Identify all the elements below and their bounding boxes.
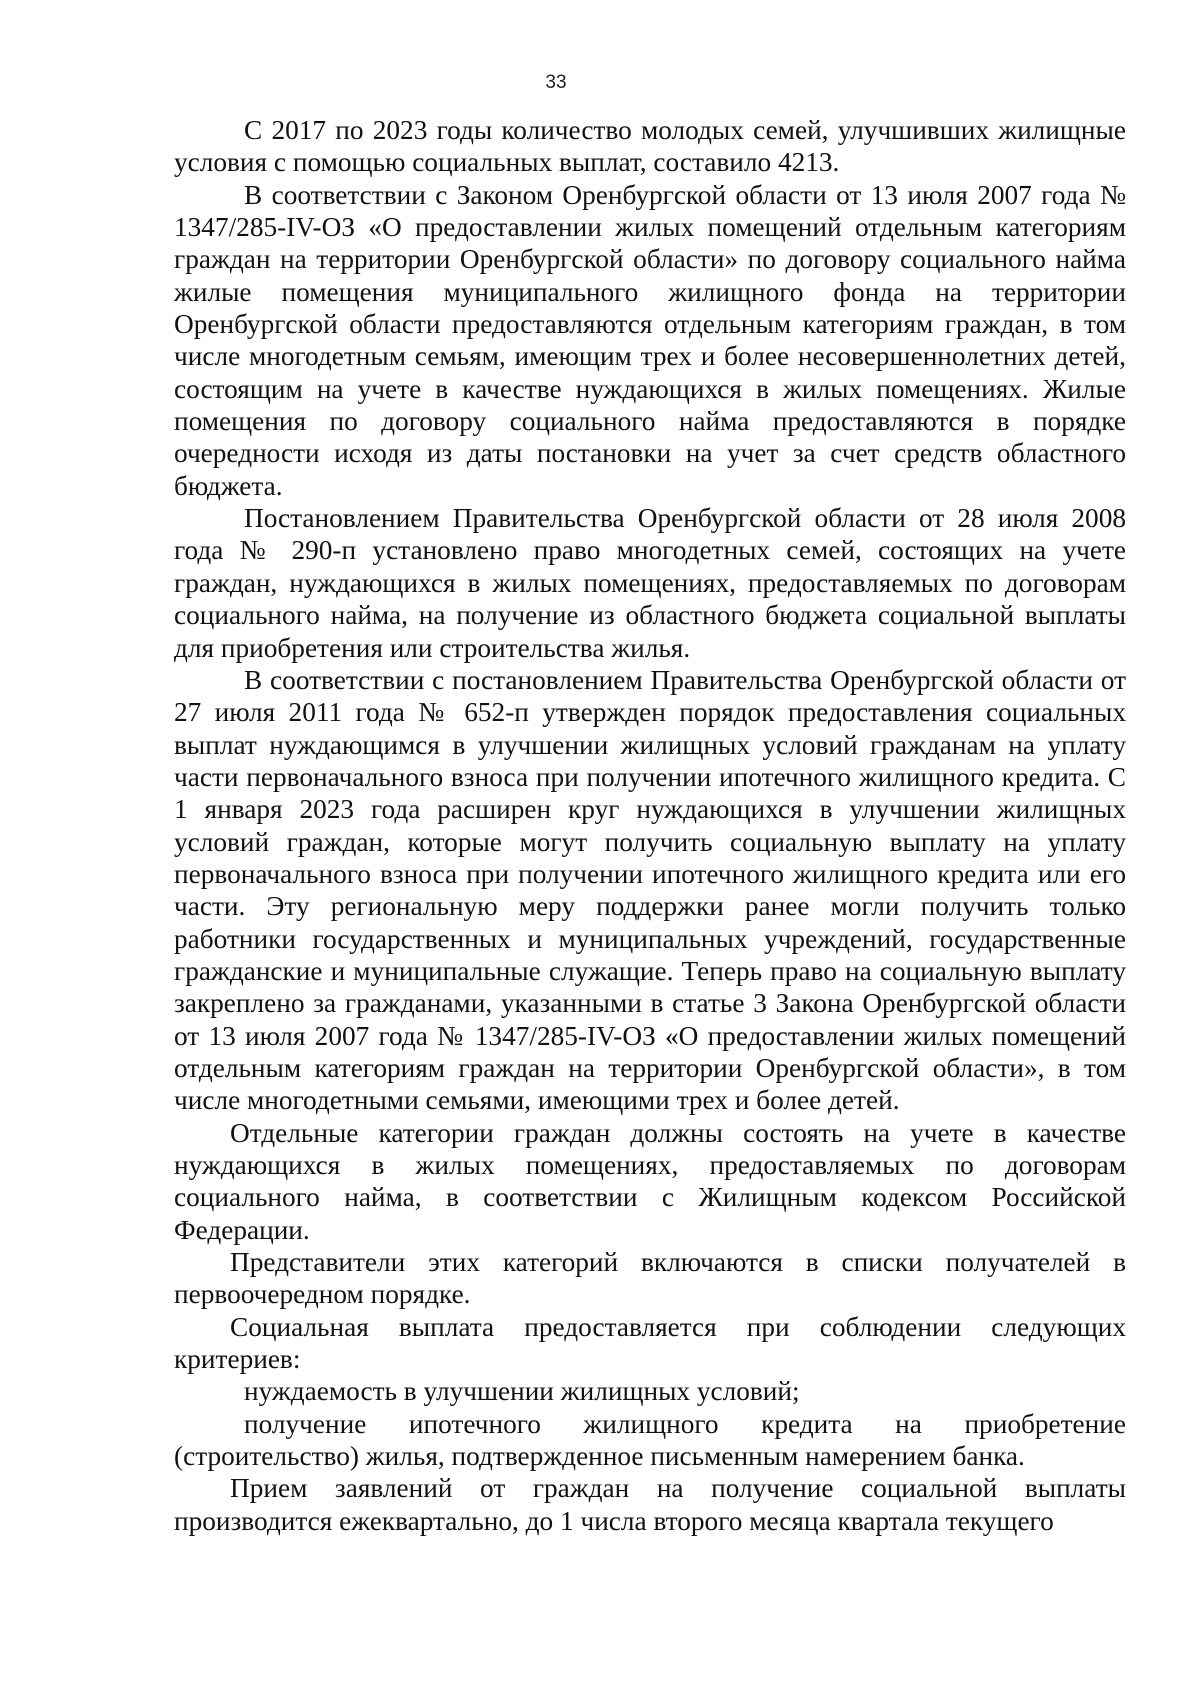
paragraph-priority-lists: Представители этих категорий включаются в списки получателей в первоочередном порядке. [174,1247,1126,1310]
paragraph-criteria-intro: Социальная выплата предоставляется при соблюдении следующих критериев: [174,1311,1126,1375]
page-number: 33 [545,72,567,93]
paragraph-resolution-290p: Постановлением Правительства Оренбургской области от 28 июля 2008 года № 290-п установлено право многодетных семей, состоящих на учете граждан, нуждающихся в жилых помещениях, предоставляемых по договорам социального найма, на получение из областного бюджета социальной выплаты для приобретения или строительства жилья. [174,503,1126,663]
document-body [174,114,1126,1537]
criteria-item-need: нуждаемость в улучшении жилищных условий; [244,1376,800,1407]
paragraph-categories-registration: Отдельные категории граждан должны состоять на учете в качестве нуждающихся в жилых помещениях, предоставляемых по договорам социального найма, в соответствии с Жилищным кодексом Российской Федерации. [174,1117,1126,1245]
paragraph-resolution-652p: В соответствии с постановлением Правительства Оренбургской области от 27 июля 2011 года № 652-п утвержден порядок предоставления социальных выплат нуждающимся в улучшении жилищных условий гражданам на уплату части первоначального взноса при получении ипотечного жилищного кредита. С 1 января 2023 года расширен круг нуждающихся в улучшении жилищных условий граждан, которые могут получить социальную выплату на уплату первоначального взноса при получении ипотечного жилищного кредита или его части. Эту региональную меру поддержки ранее могли получить только работники государственных и муниципальных учреждений, государственные гражданские и муниципальные служащие. Теперь право на социальную выплату закреплено за гражданами, указанными в статье 3 Закона Оренбургской области от 13 июля 2007 года № 1347/285-IV-ОЗ «О предоставлении жилых помещений отдельным категориям граждан на территории Оренбургской области», в том числе многодетными семьями, имеющими трех и более детей. [174,664,1126,1116]
paragraph-young-families: С 2017 по 2023 годы количество молодых семей, улучшивших жилищные условия с помощью социальных выплат, составило 4213. [174,115,1126,178]
paragraph-applications: Прием заявлений от граждан на получение социальной выплаты производится ежеквартально, до 1 числа второго месяца квартала текущего [174,1473,1126,1536]
paragraph-law-2007: В соответствии с Законом Оренбургской области от 13 июля 2007 года № 1347/285-IV-ОЗ «О предоставлении жилых помещений отдельным категориям граждан на территории Оренбургской области» по договору социального найма жилые помещения муниципального жилищного фонда на территории Оренбургской области предоставляются отдельным категориям граждан, в том числе многодетным семьям, имеющим трех и более несовершеннолетних детей, состоящим на учете в качестве нуждающихся в жилых помещениях. Жилые помещения по договору социального найма предоставляются в порядке очередности исходя из даты постановки на учет за счет средств областного бюджета. [174,179,1126,501]
criteria-item-mortgage: получение ипотечного жилищного кредита на приобретение (строительство) жилья, подтвержденное письменным намерением банка. [174,1408,1126,1472]
